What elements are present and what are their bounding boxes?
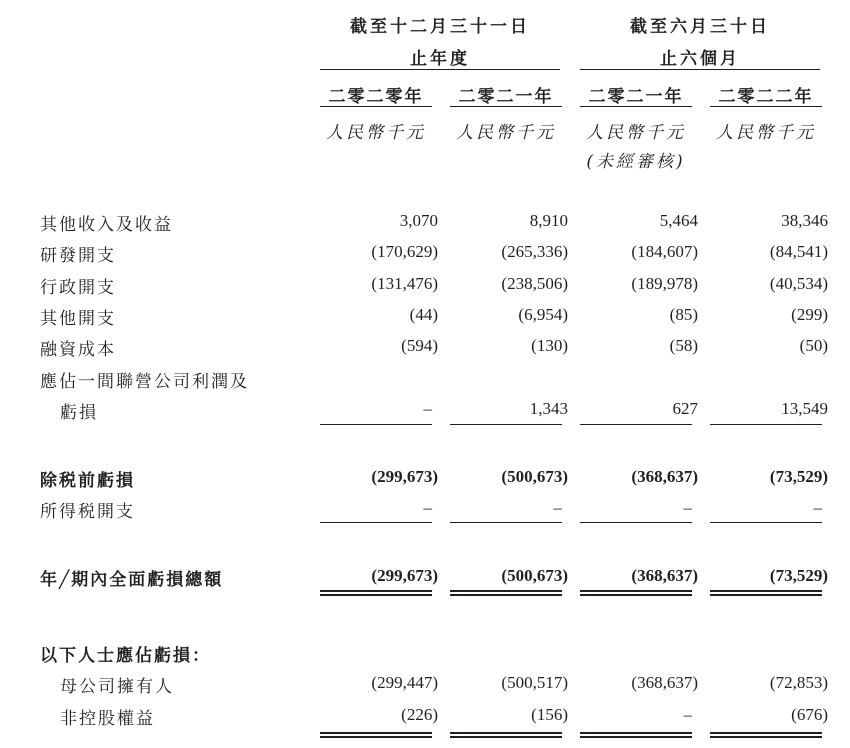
value-cell: – <box>683 498 692 517</box>
value-cell: (40,534) <box>769 274 828 293</box>
column-year-2: 二零二一年 <box>458 87 554 107</box>
value-cell: (500,673) <box>501 566 568 585</box>
value-cell: 8,910 <box>529 211 568 230</box>
value-cell: (265,336) <box>501 242 568 261</box>
subtotal-rule <box>580 522 692 523</box>
attributable-double-rule <box>580 732 692 738</box>
subtotal-rule <box>450 424 562 425</box>
row-label-rd: 研發開支 <box>40 246 116 266</box>
value-cell: (368,637) <box>631 467 698 486</box>
row-label-other-expenses: 其他開支 <box>40 309 116 329</box>
value-cell: (184,607) <box>631 242 698 261</box>
row-label-income-tax: 所得税開支 <box>40 502 135 522</box>
row-label-loss-before-tax: 除税前虧損 <box>40 471 135 491</box>
subtotal-rule <box>320 522 432 523</box>
value-cell: (594) <box>401 336 438 355</box>
total-double-rule <box>450 590 562 596</box>
row-label-owners-of-parent: 母公司擁有人 <box>60 677 174 697</box>
value-cell: (84,541) <box>769 242 828 261</box>
column-year-3: 二零二一年 <box>588 87 684 107</box>
row-label-associate-line1: 應佔一間聯營公司利潤及 <box>40 372 249 392</box>
column-rule-2 <box>450 106 562 107</box>
row-label-other-income: 其他收入及收益 <box>40 215 173 235</box>
value-cell: (131,476) <box>371 274 438 293</box>
value-cell: (189,978) <box>631 274 698 293</box>
value-cell: (73,529) <box>769 566 828 585</box>
value-cell: – <box>553 498 562 517</box>
column-rule-4 <box>710 106 822 107</box>
total-double-rule <box>580 590 692 596</box>
header-interim-line1: 截至六月三十日 <box>630 17 770 37</box>
header-interim-line2: 止六個月 <box>660 49 740 69</box>
value-cell: (299,673) <box>371 566 438 585</box>
row-label-admin: 行政開支 <box>40 278 116 298</box>
subtotal-rule <box>710 522 822 523</box>
attributable-heading: 以下人士應佔虧損： <box>40 646 211 666</box>
value-cell: (500,517) <box>501 673 568 692</box>
value-cell: (44) <box>409 305 438 324</box>
total-double-rule <box>320 590 432 596</box>
subtotal-rule <box>580 424 692 425</box>
value-cell: (299,447) <box>371 673 438 692</box>
subtotal-rule <box>710 424 822 425</box>
column-unit-3: 人民幣千元 <box>586 123 686 143</box>
value-cell: (368,637) <box>631 566 698 585</box>
header-annual-line1: 截至十二月三十一日 <box>350 17 530 37</box>
row-label-total-comprehensive-loss: 年╱期內全面虧損總額 <box>40 570 224 590</box>
value-cell: 13,549 <box>781 399 828 418</box>
column-unit-4: 人民幣千元 <box>716 123 816 143</box>
column-unit-1: 人民幣千元 <box>326 123 426 143</box>
value-cell: (299,673) <box>371 467 438 486</box>
total-double-rule <box>710 590 822 596</box>
value-cell: (368,637) <box>631 673 698 692</box>
value-cell: – <box>423 399 432 418</box>
value-cell: 627 <box>672 399 698 418</box>
value-cell: – <box>813 498 822 517</box>
value-cell: – <box>683 705 692 724</box>
subtotal-rule <box>320 424 432 425</box>
value-cell: (238,506) <box>501 274 568 293</box>
column-unit-2: 人民幣千元 <box>456 123 556 143</box>
value-cell: (170,629) <box>371 242 438 261</box>
column-year-4: 二零二二年 <box>718 87 814 107</box>
attributable-double-rule <box>710 732 822 738</box>
value-cell: (500,673) <box>501 467 568 486</box>
header-interim-rule <box>580 69 820 70</box>
value-cell: (6,954) <box>518 305 568 324</box>
attributable-double-rule <box>320 732 432 738</box>
value-cell: (72,853) <box>769 673 828 692</box>
value-cell: (73,529) <box>769 467 828 486</box>
value-cell: 5,464 <box>659 211 698 230</box>
row-label-associate-line2: 虧損 <box>60 403 98 423</box>
column-note-unaudited: (未經審核) <box>586 152 686 172</box>
value-cell: 38,346 <box>781 211 828 230</box>
column-rule-3 <box>580 106 692 107</box>
value-cell: (299) <box>791 305 828 324</box>
value-cell: (85) <box>669 305 698 324</box>
subtotal-rule <box>450 522 562 523</box>
column-rule-1 <box>320 106 432 107</box>
value-cell: (58) <box>669 336 698 355</box>
attributable-double-rule <box>450 732 562 738</box>
value-cell: – <box>423 498 432 517</box>
row-label-non-controlling-interests: 非控股權益 <box>60 709 155 729</box>
row-label-finance-costs: 融資成本 <box>40 340 116 360</box>
header-annual-line2: 止年度 <box>410 49 470 69</box>
column-year-1: 二零二零年 <box>328 87 424 107</box>
value-cell: (226) <box>401 705 438 724</box>
value-cell: (156) <box>531 705 568 724</box>
value-cell: 1,343 <box>529 399 568 418</box>
value-cell: (130) <box>531 336 568 355</box>
value-cell: (676) <box>791 705 828 724</box>
value-cell: 3,070 <box>399 211 438 230</box>
value-cell: (50) <box>799 336 828 355</box>
header-annual-rule <box>320 69 560 70</box>
